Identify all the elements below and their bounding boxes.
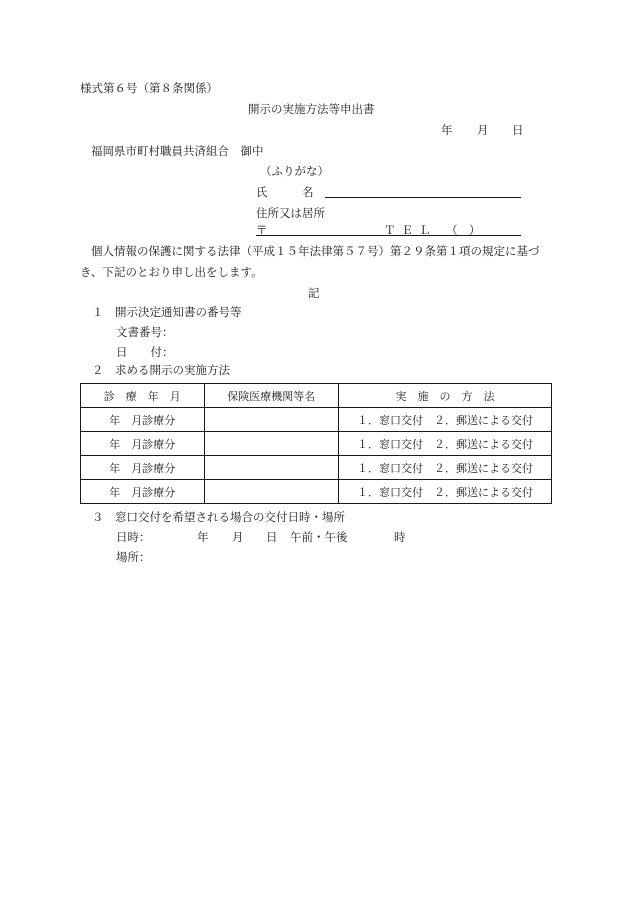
facility-cell[interactable] <box>204 408 338 432</box>
header-method: 実 施 の 方 法 <box>338 384 551 408</box>
section2-heading: ２ 求める開示の実施方法 <box>92 363 230 377</box>
ki-mark: 記 <box>308 286 320 300</box>
header-facility-name: 保険医療機関等名 <box>204 384 338 408</box>
doc-number-label: 文書番号： <box>116 325 174 339</box>
treatment-month-cell[interactable]: 年 月診療分 <box>81 456 205 480</box>
facility-cell[interactable] <box>204 480 338 504</box>
method-cell[interactable]: １．窓口交付 ２．郵送による交付 <box>338 456 551 480</box>
facility-cell[interactable] <box>204 456 338 480</box>
notice-date-label: 日 付： <box>116 345 174 359</box>
body-line-2: き、下記のとおり申し出をします。 <box>80 265 263 279</box>
section3-heading: ３ 窓口交付を希望される場合の交付日時・場所 <box>92 510 345 524</box>
table-row <box>81 456 552 480</box>
addressee: 福岡県市町村職員共済組合 御中 <box>91 144 264 158</box>
pickup-month-label: 月 <box>232 530 244 544</box>
method-cell[interactable]: １．窓口交付 ２．郵送による交付 <box>338 408 551 432</box>
pickup-ampm-label: 午前・午後 <box>290 530 348 544</box>
pickup-hour-label: 時 <box>394 530 406 544</box>
header-treatment-month: 診 療 年 月 <box>81 384 205 408</box>
section1-heading: １ 開示決定通知書の番号等 <box>92 305 242 319</box>
pickup-year-label: 年 <box>197 530 209 544</box>
tel-paren: （ ） <box>446 223 481 237</box>
treatment-month-cell[interactable]: 年 月診療分 <box>81 432 205 456</box>
method-cell[interactable]: １．窓口交付 ２．郵送による交付 <box>338 480 551 504</box>
pickup-day-label: 日 <box>266 530 278 544</box>
date-year-label: 年 <box>441 123 453 137</box>
address-underline[interactable] <box>256 235 521 236</box>
treatment-month-cell[interactable]: 年 月診療分 <box>81 408 205 432</box>
pickup-place-label: 場所： <box>116 550 151 564</box>
facility-cell[interactable] <box>204 432 338 456</box>
table-row <box>81 408 552 432</box>
body-line-1: 個人情報の保護に関する法律（平成１５年法律第５７号）第２９条第１項の規定に基づ <box>91 244 540 258</box>
document-title: 開示の実施方法等申出書 <box>248 102 375 116</box>
table-row <box>81 480 552 504</box>
table-row <box>81 432 552 456</box>
tel-label: ＴＥＬ <box>384 223 437 237</box>
address-label: 住所又は居所 <box>256 206 325 220</box>
date-month-label: 月 <box>477 123 489 137</box>
name-label: 氏 名 <box>256 185 314 199</box>
form-label: 様式第６号（第８条関係） <box>80 81 218 95</box>
date-day-label: 日 <box>512 123 524 137</box>
method-cell[interactable]: １．窓口交付 ２．郵送による交付 <box>338 432 551 456</box>
postal-mark: 〒 <box>256 223 268 237</box>
disclosure-method-table <box>80 383 552 504</box>
pickup-datetime-label: 日時： <box>116 530 151 544</box>
treatment-month-cell[interactable]: 年 月診療分 <box>81 480 205 504</box>
table-header-row <box>81 384 552 408</box>
name-underline[interactable] <box>325 197 521 198</box>
furigana-label: （ふりがな） <box>260 164 329 178</box>
